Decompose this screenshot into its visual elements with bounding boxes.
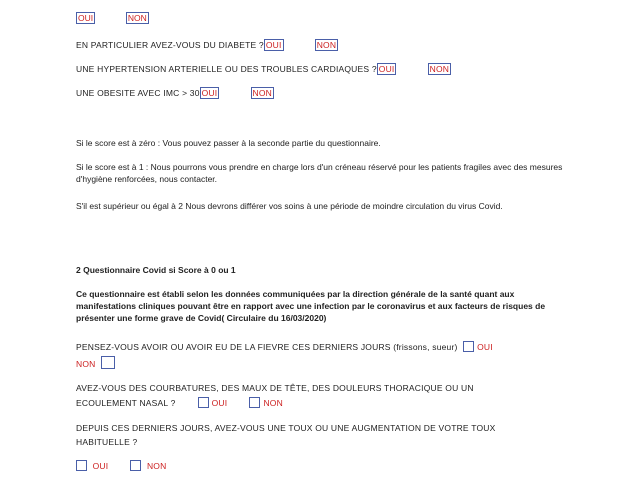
non-label: NON [263, 398, 283, 408]
question-toux: DEPUIS CES DERNIERS JOURS, AVEZ-VOUS UNE TOUX OU UNE AUGMENTATION DE VOTRE TOUX [76, 423, 496, 433]
risk-answer-row-top [76, 12, 149, 24]
non-option[interactable]: NON [316, 40, 337, 50]
non-option[interactable]: NON [429, 64, 450, 74]
oui-option[interactable]: OUI [378, 64, 395, 74]
oui-checkbox[interactable] [198, 397, 209, 408]
oui-checkbox[interactable] [76, 460, 87, 471]
section-2-intro: Ce questionnaire est établi selon les données communiquées par la direction générale de la santé quant aux manifestations cliniques pouvant être en rapport avec une infection par le coronavirus et aux facteurs de risques de présenter une forme grave de Covid( Circulaire du 16/03/2020) [76, 289, 546, 323]
question-fievre-text: PENSEZ-VOUS AVOIR OU AVOIR EU DE LA FIEVRE CES DERNIERS JOURS (frissons, sueur) [76, 342, 458, 352]
oui-option[interactable]: OUI [78, 13, 94, 23]
question-fievre [76, 341, 493, 353]
oui-label: OUI [92, 461, 109, 471]
oui-checkbox[interactable] [463, 341, 474, 352]
question-courbatures-row2 [76, 397, 283, 409]
oui-option[interactable]: OUI [265, 40, 282, 50]
non-label: NON [76, 359, 96, 369]
question-diabete [76, 39, 338, 51]
non-label: NON [146, 461, 167, 471]
oui-label: OUI [211, 398, 228, 408]
score-zero-paragraph: Si le score est à zéro : Vous pouvez passer à la seconde partie du questionnaire. [76, 138, 381, 148]
score-two-paragraph: S'il est supérieur ou égal à 2 Nous devrons différer vos soins à une période de moindre circulation du virus Covid. [76, 201, 503, 211]
oui-option[interactable]: OUI [201, 88, 218, 98]
question-hypertension-text: UNE HYPERTENSION ARTERIELLE OU DES TROUBLES CARDIAQUES ? [76, 64, 377, 74]
non-checkbox[interactable] [101, 356, 115, 369]
question-courbatures-text2: ECOULEMENT NASAL ? [76, 398, 176, 408]
question-courbatures: AVEZ-VOUS DES COURBATURES, DES MAUX DE TÊTE, DES DOULEURS THORACIQUE OU UN [76, 383, 474, 393]
non-checkbox[interactable] [130, 460, 141, 471]
non-option[interactable]: NON [127, 13, 147, 23]
question-toux-row2: HABITUELLE ? [76, 437, 138, 447]
question-diabete-text: EN PARTICULIER AVEZ-VOUS DU DIABETE ? [76, 40, 264, 50]
non-option[interactable]: NON [252, 88, 272, 98]
non-checkbox[interactable] [249, 397, 260, 408]
question-obesite [76, 87, 274, 99]
question-obesite-text: UNE OBESITE AVEC IMC > 30 [76, 88, 200, 98]
question-hypertension [76, 63, 451, 75]
score-one-paragraph: Si le score est à 1 : Nous pourrons vous prendre en charge lors d'un créneau réservé pour les patients fragiles avec des mesures d'hygiène renforcées, nous contacter. [76, 162, 563, 184]
question-toux-answers [76, 460, 166, 472]
oui-label: OUI [477, 342, 493, 352]
question-fievre-non-row [76, 356, 118, 370]
section-2-title: 2 Questionnaire Covid si Score à 0 ou 1 [76, 265, 236, 275]
